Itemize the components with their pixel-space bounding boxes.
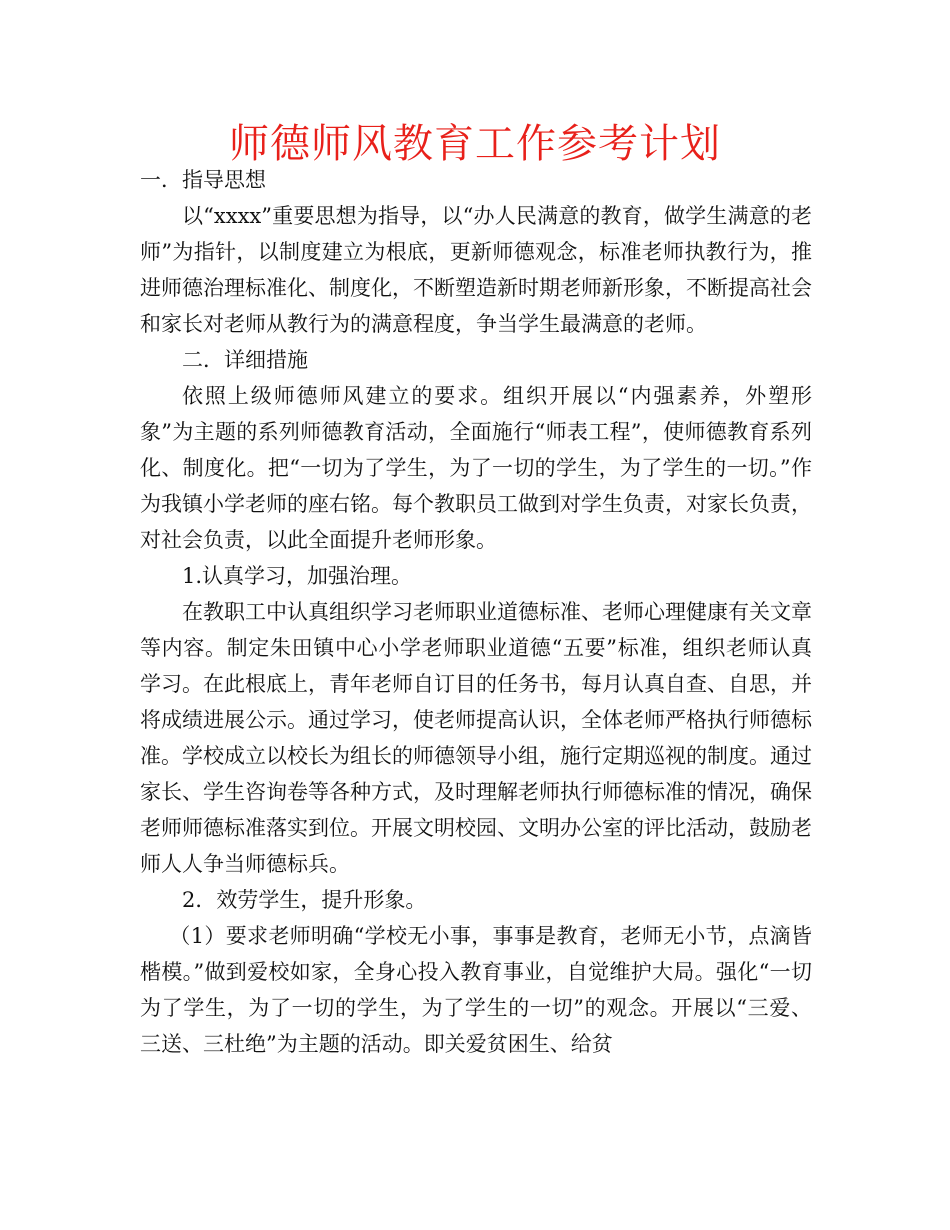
body-paragraph: （1）要求老师明确“学校无小事，事事是教育，老师无小节，点滴皆楷模。”做到爱校如家，全身心投入教育事业，自觉维护大局。强化“一切为了学生，为了一切的学生，为了学生的一切”的观念。开展以“三爱、三送、三杜绝”为主题的活动。即关爱贫困生、给贫 (140, 924, 812, 1056)
body-paragraph: 在教职工中认真组织学习老师职业道德标准、老师心理健康有关文章等内容。制定朱田镇中心小学老师职业道德“五要”标准，组织老师认真学习。在此根底上，青年老师自订目的任务书，每月认真自查、自思，并将成绩进展公示。通过学习，使老师提高认识，全体老师严格执行师德标准。学校成立以校长为组长的师德领导小组，施行定期巡视的制度。通过家长、学生咨询卷等各种方式，及时理解老师执行师德标准的情况，确保老师师德标准落实到位。开展文明校园、文明办公室的评比活动，鼓励老师人人争当师德标兵。 (140, 600, 812, 876)
document-body (140, 162, 812, 1062)
document-title: 师德师风教育工作参考计划 (229, 121, 721, 167)
subheading-serve-students: 2．效劳学生，提升形象。 (182, 888, 427, 912)
section-heading-guiding-thought: 一．指导思想 (140, 168, 266, 192)
body-paragraph: 依照上级师德师风建立的要求。组织开展以“内强素养，外塑形象”为主题的系列师德教育活动，全面施行“师表工程”，使师德教育系列化、制度化。把“一切为了学生，为了一切的学生，为了学生的一切。”作为我镇小学老师的座右铭。每个教职员工做到对学生负责，对家长负责，对社会负责，以此全面提升老师形象。 (140, 384, 812, 552)
section-heading-detailed-measures: 二．详细措施 (182, 348, 308, 372)
body-paragraph: 以“xxxx”重要思想为指导，以“办人民满意的教育，做学生满意的老师”为指针，以制度建立为根底，更新师德观念，标准老师执教行为，推进师德治理标准化、制度化，不断塑造新时期老师新形象，不断提高社会和家长对老师从教行为的满意程度，争当学生最满意的老师。 (140, 204, 812, 336)
subheading-study: 1.认真学习，加强治理。 (182, 564, 413, 588)
